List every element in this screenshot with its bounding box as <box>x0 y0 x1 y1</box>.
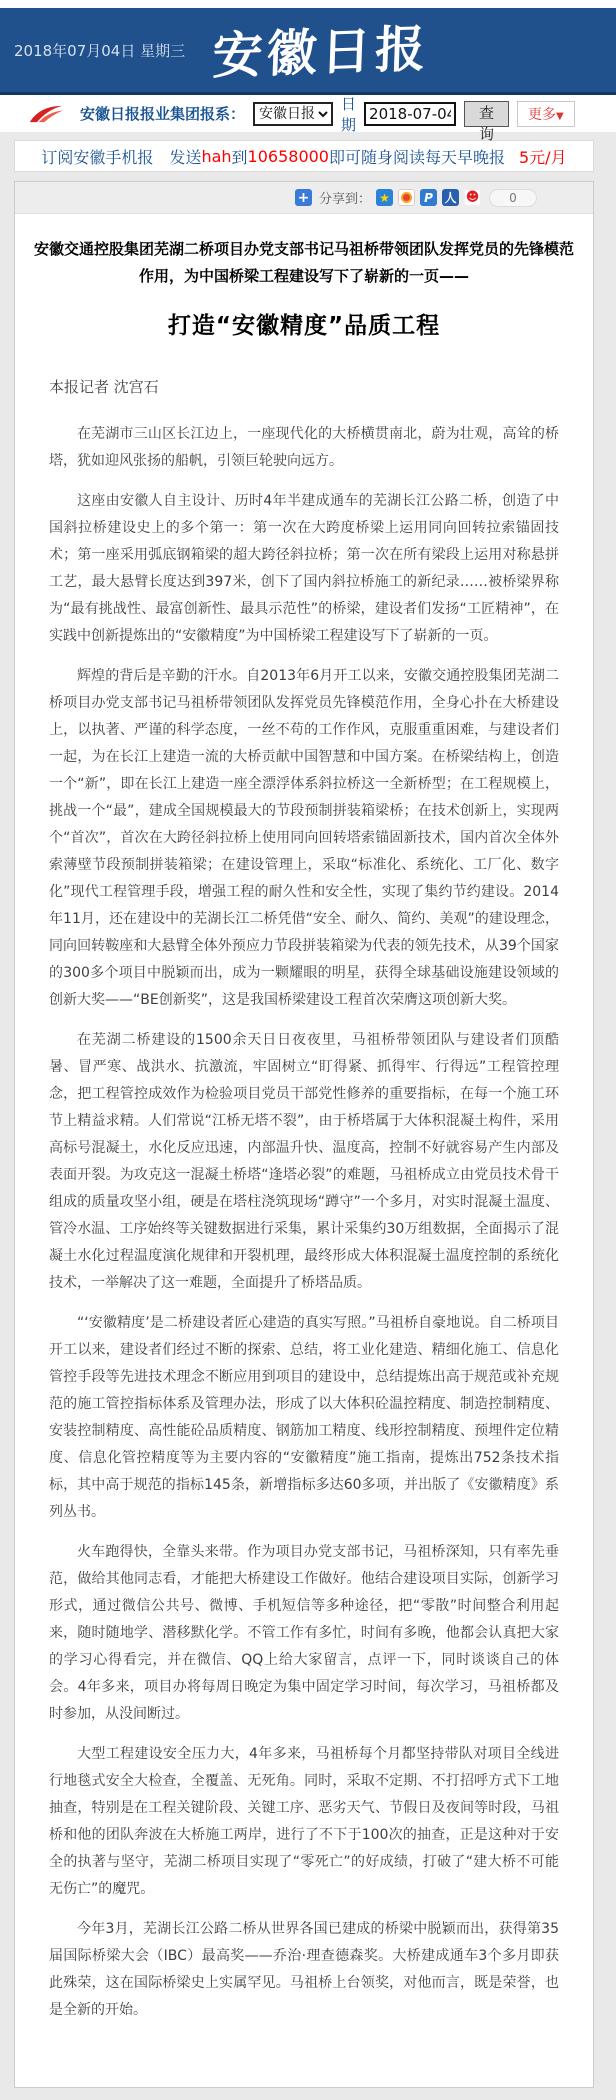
article-paragraph: 在芜湖二桥建设的1500余天日日夜夜里，马祖桥带领团队与建设者们顶酷暑、冒严寒、战洪水、抗激流，牢固树立“盯得紧、抓得牢、行得远”工程管控理念，把工程管控成效作为检验项目党员干部党性修养的重要指标，在每一个施工环节上精益求精。人们常说“江桥无塔不裂”，由于桥塔属于大体积混凝土构件，采用高标号混凝土，水化反应迅速，内部温升快、温度高，控制不好就容易产生内部及表面开裂。为攻克这一混凝土桥塔“逢塔必裂”的难题，马祖桥成立由党员技术骨干组成的质量攻坚小组，硬是在塔柱浇筑现场“蹲守”一个多月，对实时混凝土温度、管冷水温、工序始终等关键数据进行采集，累计采集约30万组数据，全面揭示了混凝土水化过程温度演化规律和开裂机理，最终形成大体积混凝土温度控制的系统化技术，一举解决了这一难题，全面提升了桥塔品质。 <box>49 1032 559 1291</box>
article-body <box>15 421 593 2024</box>
article-paragraph: 火车跑得快，全靠头来带。作为项目办党支部书记，马祖桥深知，只有率先垂范，做给其他同志看，才能把大桥建设工作做好。他结合建设项目实际，创新学习形式，通过微信公共号、微博、手机短信等多种途径，把“零散”时间整合利用起来，随时随地学、潜移默化学。不管工作有多忙，时间有多晚，他都会认真把大家的学习心得看完，并在微信、QQ上给大家留言，点评一下，同时谈谈自己的体会。4年多来，项目办将每周日晚定为集中固定学习时间，每次学习，马祖桥都及时参加，从没间断过。 <box>49 1544 559 1722</box>
page-top-strip <box>0 0 616 8</box>
date-input[interactable] <box>364 102 456 126</box>
qzone-share-icon[interactable]: ★ <box>376 189 393 206</box>
sina-weibo-share-icon[interactable] <box>398 189 415 206</box>
subscription-text-to: 到 <box>231 147 248 167</box>
press-group-logo-icon <box>28 103 64 125</box>
newspaper-logo: 安徽日报 <box>211 18 431 86</box>
masthead-date: 2018年07月04日 星期三 <box>14 41 186 60</box>
query-button[interactable]: 查询 <box>464 101 509 127</box>
subscription-sms-number: 10658000 <box>247 146 329 166</box>
edition-toolbar <box>0 92 616 143</box>
share-bar <box>15 182 593 214</box>
subscription-text-lead: 订阅安徽手机报 发送 <box>41 147 202 167</box>
article-paragraph: “‘安徽精度’是二桥建设者匠心建造的真实写照。”马祖桥自豪地说。自二桥项目开工以来，建设者们经过不断的探索、总结，将工业化建造、精细化施工、信息化管控手段等先进技术理念不断应用到项目的建设中，总结提炼出高于规范或补充规范的施工管控指标体系及管理办法，形成了以大体积砼温控精度、制造控制精度、安装控制精度、高性能砼品质精度、钢筋加工精度、线形控制精度、预埋件定位精度、信息化管控精度等为主要内容的“安徽精度”施工指南，提炼出752条技术指标，其中高于规范的指标145条，新增指标多达60多项，并出版了《安徽精度》系列丛书。 <box>49 1315 559 1520</box>
masthead <box>0 8 616 92</box>
article-paragraph: 大型工程建设安全压力大，4年多来，马祖桥每个月都坚持带队对项目全线进行地毯式安全大检查，全覆盖、无死角。同时，采取不定期、不打招呼方式下工地抽查，特别是在工程关键阶段、关键工序、恶劣天气、节假日及夜间等时段，马祖桥和他的团队奔波在大桥施工两岸，进行了不下于100次的抽查，正是这种对于安全的执著与坚守，芜湖二桥项目实现了“零死亡”的好成绩，打破了“建大桥不可能无伤亡”的魔咒。 <box>49 1746 559 1897</box>
article-container <box>14 181 594 2088</box>
subscription-text-tail: 即可随身阅读每天早晚报 <box>328 147 505 167</box>
more-link-label: 更多 <box>528 106 557 123</box>
article-paragraph: 今年3月，芜湖长江公路二桥从世界各国已建成的桥梁中脱颖而出，获得第35届国际桥梁大会（IBC）最高奖——乔治·理查德森奖。大桥建成通车3个多月即获此殊荣，这在国际桥梁史上实属罕见。马祖桥上台领奖，对他而言，既是荣誉，也是全新的开始。 <box>49 1921 559 2018</box>
mascot-share-icon[interactable]: ☻ <box>465 190 480 205</box>
article-paragraph: 在芜湖市三山区长江边上，一座现代化的大桥横贯南北，蔚为壮观，高耸的桥塔，犹如迎风张扬的船帆，引领巨轮驶向远方。 <box>49 426 559 469</box>
more-link[interactable] <box>517 101 575 127</box>
article-kicker-headline: 安徽交通控股集团芜湖二桥项目办党支部书记马祖桥带领团队发挥党员的先锋模范作用，为中国桥梁工程建设写下了崭新的一页—— <box>33 240 574 285</box>
subscription-sms-code: hah <box>201 146 232 166</box>
date-label: 日期 <box>341 94 357 134</box>
tencent-weibo-share-icon[interactable]: P <box>420 189 437 206</box>
article-paragraph: 辉煌的背后是辛勤的汗水。自2013年6月开工以来，安徽交通控股集团芜湖二桥项目办党支部书记马祖桥带领团队发挥党员先锋模范作用，全身心扑在大桥建设上，以执著、严谨的科学态度，一丝不苟的工作作风，克服重重困难，与建设者们一起，为在长江上建造一流的大桥贡献中国智慧和中国方案。在桥梁结构上，创造一个“新”，即在长江上建造一座全漂浮体系斜拉桥这一全新桥型；在工程规模上，挑战一个“最”，建成全国规模最大的节段预制拼装箱梁桥；在技术创新上，实现两个“首次”，首次在大跨径斜拉桥上使用同向回转塔索锚固新技术，国内首次全体外索薄壁节段预制拼装箱梁；在建设管理上，采取“标准化、系统化、工厂化、数字化”现代工程管理手段，增强工程的耐久性和安全性，实现了集约节约建设。2014年11月，还在建设中的芜湖长江二桥凭借“安全、耐久、简约、美观”的建设理念，同向回转鞍座和大悬臂全体外预应力节段拼装箱梁为代表的领先技术，从39个国家的300多个项目中脱颖而出，成为一颗耀眼的明星，获得全球基础设施建设领域的创新大奖——“BE创新奖”，这是我国桥梁建设工程首次荣膺这项创新大奖。 <box>49 668 559 1008</box>
share-count-badge: 0 <box>489 189 537 207</box>
sina-weibo-eye-glyph <box>401 192 412 203</box>
subscription-price: 5元/月 <box>519 147 567 167</box>
article-paragraph: 这座由安徽人自主设计、历时4年半建成通车的芜湖长江公路二桥，创造了中国斜拉桥建设史上的多个第一：第一次在大跨度桥梁上运用同向回转拉索锚固技术；第一座采用弧底钢箱梁的超大跨径斜拉桥；第一次在所有梁段上运用对称悬拼工艺，最大悬臂长度达到397米，创下了国内斜拉桥施工的新纪录……被桥梁界称为“最有挑战性、最富创新性、最具示范性”的桥梁，建设者们发扬“工匠精神”，在实践中创新提炼出的“安徽精度”为中国桥梁工程建设写下了崭新的一页。 <box>49 493 559 644</box>
article-author: 本报记者 沈宫石 <box>49 378 159 396</box>
share-label: 分享到： <box>318 192 371 207</box>
publication-select[interactable] <box>253 102 333 126</box>
article-title: 打造“安徽精度”品质工程 <box>167 313 441 339</box>
share-plus-icon[interactable]: + <box>295 189 312 206</box>
press-group-label: 安徽日报报业集团报系： <box>80 105 246 123</box>
subscription-banner[interactable] <box>14 140 594 172</box>
chevron-down-icon: ▼ <box>556 110 564 122</box>
renren-share-icon[interactable]: 人 <box>442 189 459 206</box>
